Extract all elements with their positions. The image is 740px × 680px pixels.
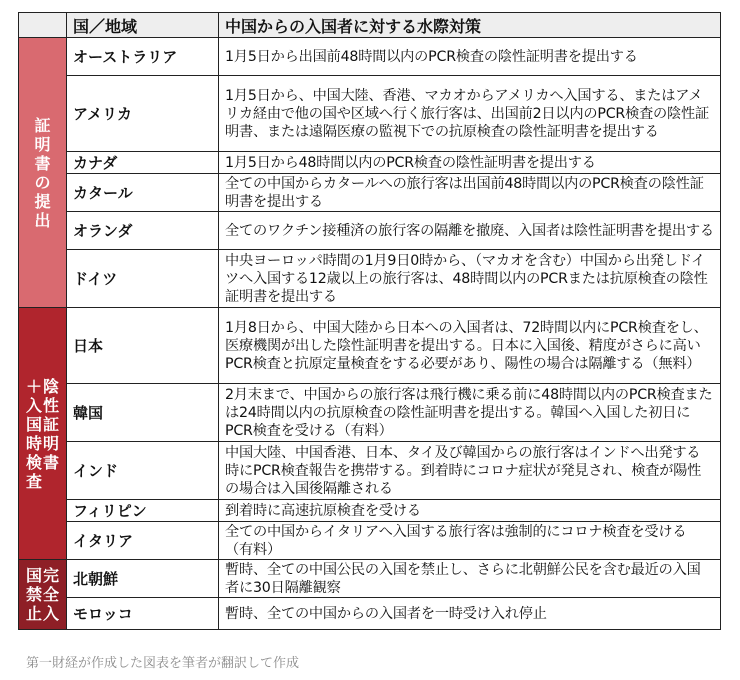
category-certificate [19,38,67,308]
category-label-char: の [34,172,51,192]
category-label-char: 検 [25,452,42,472]
header-country: 国／地域 [67,13,219,38]
country-cell: インド [67,442,219,500]
table-row [19,76,721,152]
category-label-char: 国 [25,414,42,434]
category-label-char: 禁 [25,585,42,604]
policy-cell: 中央ヨーロッパ時間の1月9日0時から、（マカオを含む）中国から出発しドイツへ入国する12歳以上の旅行客は、48時間以内のPCRまたは抗原検査の陰性証明書を提出する [219,250,721,308]
category-label-column [26,377,42,491]
country-cell: 韓国 [67,384,219,442]
table-row [19,598,721,630]
category-label-char: 証 [43,414,60,434]
table-row [19,308,721,384]
category-label-char: 止 [25,604,42,623]
country-cell: フィリピン [67,500,219,522]
category-label-char: 陰 [43,376,60,396]
table-row [19,522,721,560]
policy-cell: 1月5日から、中国大陸、香港、マカオからアメリカへ入国する、またはアメリカ経由で他の国や区域へ行く旅行客は、出国前2日以内のPCR検査の陰性証明書、または遠隔医療の監視下での抗原検査の陰性証明書を提出する [219,76,721,152]
category-label-char: 時 [25,433,42,453]
policy-cell: 1月5日から出国前48時間以内のPCR検査の陰性証明書を提出する [219,38,721,76]
policy-cell: 到着時に高速抗原検査を受ける [219,500,721,522]
category-label-char: 証 [34,115,51,135]
category-ban [19,560,67,630]
country-cell: 日本 [67,308,219,384]
table-row [19,384,721,442]
country-cell: カナダ [67,152,219,174]
category-label-char: 書 [34,153,51,173]
category-label-char: 全 [43,585,60,604]
policy-cell: 中国大陸、中国香港、日本、タイ及び韓国からの旅行客はインドへ出発する時にPCR検査報告を携帯する。到着時にコロナ症状が発見され、検査が陽性の場合は入国後隔離される [219,442,721,500]
category-label-char: 性 [43,395,60,415]
country-cell: イタリア [67,522,219,560]
table-row [19,500,721,522]
policy-cell: 全ての中国からイタリアへ入国する旅行客は強制的にコロナ検査を受ける（有料） [219,522,721,560]
category-label-char: ＋ [25,376,42,396]
source-caption: 第一財経が作成した図表を筆者が翻訳して作成 [26,656,300,671]
category-label-column [34,116,50,230]
country-cell: カタール [67,174,219,212]
country-cell: オランダ [67,212,219,250]
policy-cell: 暫時、全ての中国公民の入国を禁止し、さらに北朝鮮公民を含む最近の入国者に30日隔離観察 [219,560,721,598]
table-row [19,250,721,308]
header-policy: 中国からの入国者に対する水際対策 [219,13,721,38]
table-row [19,152,721,174]
header-row [19,13,721,38]
category-label-char: 完 [43,566,60,585]
policy-cell: 暫時、全ての中国からの入国者を一時受け入れ停止 [219,598,721,630]
category-label-char: 入 [25,395,42,415]
category-test-plus-quarantine [19,308,67,560]
category-label-char: 出 [34,210,51,230]
category-label-char: 明 [34,134,51,154]
category-label-char: 査 [25,471,42,491]
table-row [19,174,721,212]
policy-cell: 全ての中国からカタールへの旅行客は出国前48時間以内のPCR検査の陰性証明書を提出する [219,174,721,212]
category-label-column [43,377,59,491]
category-label-column [26,566,42,623]
table-row [19,38,721,76]
table-row [19,560,721,598]
policy-cell: 全てのワクチン接種済の旅行客の隔離を撤廃、入国者は陰性証明書を提出する [219,212,721,250]
country-cell: モロッコ [67,598,219,630]
country-cell: ドイツ [67,250,219,308]
policy-table [18,12,721,630]
category-label-char: 入 [43,604,60,623]
header-category [19,13,67,38]
table-row [19,442,721,500]
category-label-char: 書 [43,452,60,472]
policy-cell: 1月5日から48時間以内のPCR検査の陰性証明書を提出する [219,152,721,174]
category-label-column [43,566,59,623]
policy-cell: 1月8日から、中国大陸から日本への入国者は、72時間以内にPCR検査をし、医療機関が出した陰性証明書を提出する。日本に入国後、精度がさらに高いPCR検査と抗原定量検査をする必要があり、陽性の場合は隔離する（無料） [219,308,721,384]
category-label-char: 国 [25,566,42,585]
category-label-char: 提 [34,191,51,211]
country-cell: 北朝鮮 [67,560,219,598]
country-cell: オーストラリア [67,38,219,76]
policy-cell: 2月末まで、中国からの旅行客は飛行機に乗る前に48時間以内のPCR検査または24時間以内の抗原検査の陰性証明書を提出する。韓国へ入国した初日にPCR検査を受ける（有料） [219,384,721,442]
country-cell: アメリカ [67,76,219,152]
table-row [19,212,721,250]
category-label-char: 明 [43,433,60,453]
